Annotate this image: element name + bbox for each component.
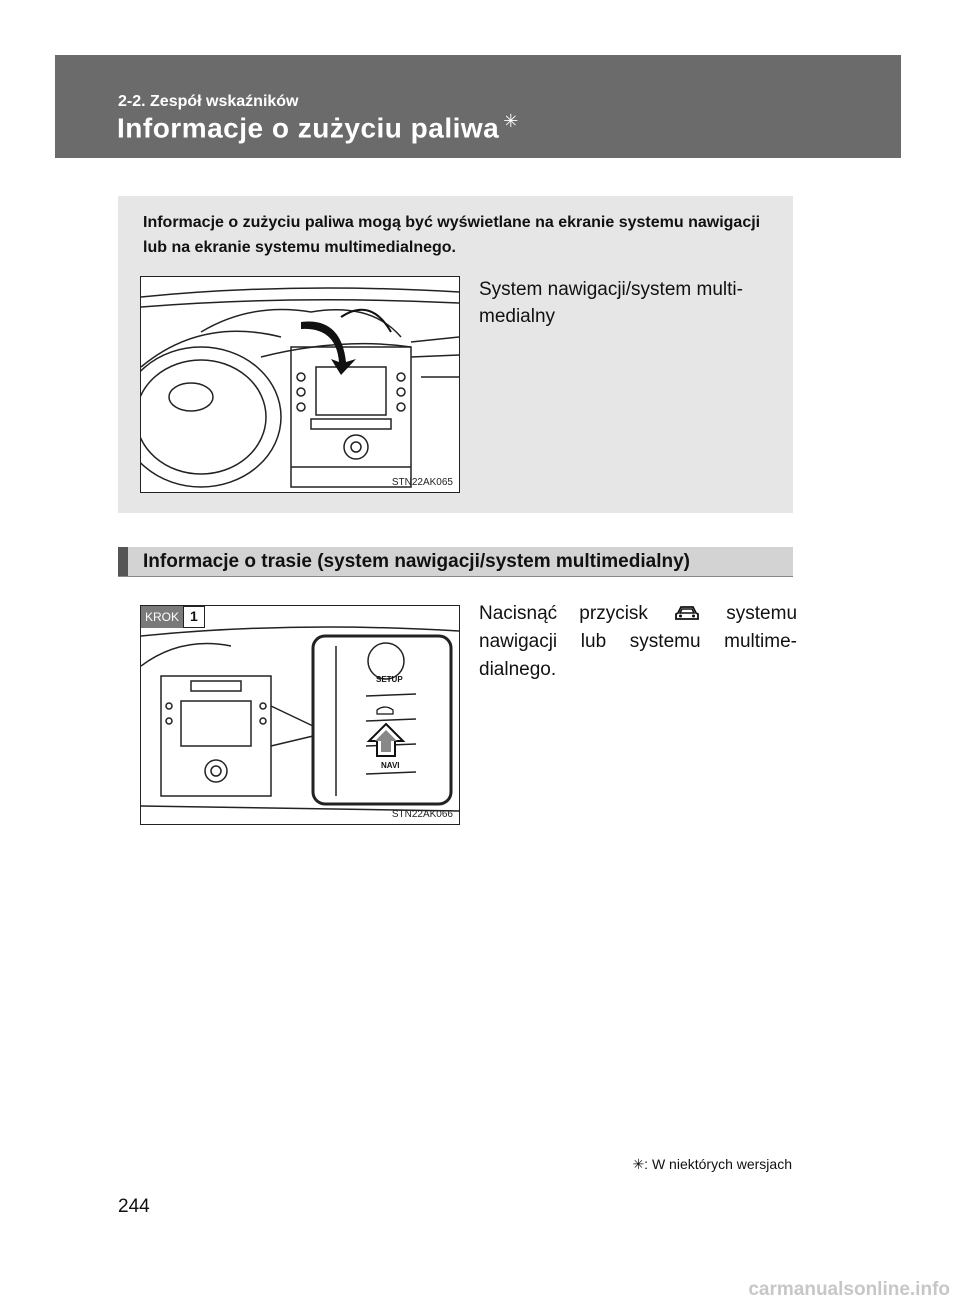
title-asterisk: ✳ [503, 111, 519, 131]
dashboard-drawing [141, 277, 459, 492]
section-heading [118, 547, 793, 577]
car-icon [674, 604, 700, 622]
navi-label: NAVI [381, 761, 400, 770]
dashboard-illustration [140, 276, 460, 493]
button-illustration [140, 605, 460, 825]
button-drawing [141, 606, 459, 824]
step-label: KROK [141, 606, 183, 628]
section-label: 2-2. Zespół wskaźników [118, 93, 299, 110]
section-heading-bar [118, 547, 128, 576]
figure-code-2: STN22AK066 [391, 809, 453, 820]
step1-instruction [479, 600, 797, 684]
page-number: 244 [118, 1196, 150, 1217]
watermark: carmanualsonline.info [748, 1279, 950, 1300]
setup-label: SETUP [376, 675, 403, 684]
step1-text-after: systemu nawigacji lub systemu multime-dialnego. [479, 603, 798, 680]
step-number: 1 [183, 606, 205, 628]
step1-text-before: Nacisnąć przycisk [479, 603, 648, 624]
footnote-asterisk: ✳ [632, 1156, 645, 1172]
section-heading-text: Informacje o trasie (system nawigacji/system multimedialny) [143, 551, 690, 572]
figure-code: STN22AK065 [391, 477, 453, 488]
figure1-caption: System nawigacji/system multi-medialny [479, 279, 743, 327]
page-title [117, 111, 519, 144]
footnote-text: : W niektórych wersjach [644, 1156, 792, 1172]
footnote [632, 1156, 792, 1173]
page-title-text: Informacje o zużyciu paliwa [117, 112, 500, 144]
intro-text: Informacje o zużyciu paliwa mogą być wyświetlane na ekranie systemu nawigacji lub na ekranie systemu multimedialnego. [143, 214, 761, 256]
step-badge [141, 606, 205, 628]
